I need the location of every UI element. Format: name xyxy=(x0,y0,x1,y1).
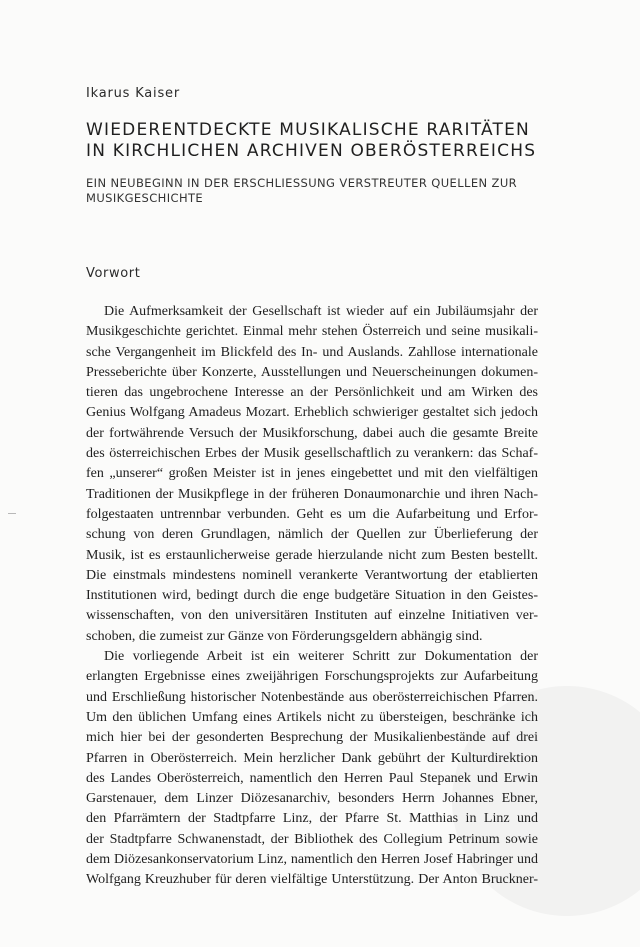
body-line: wissenschaften, von den universitären Instituten auf einzelne Initiativen ver- xyxy=(86,608,538,624)
article-subtitle xyxy=(86,176,566,206)
title-line: WIEDERENTDECKTE MUSIKALISCHE RARITÄTEN xyxy=(86,120,530,140)
body-line: dem Diözesankonservatorium Linz, namentlich den Herren Josef Habringer und xyxy=(86,852,538,868)
body-line: der fortwährende Versuch der Musikforschung, dabei auch die gesamte Breite xyxy=(86,425,538,441)
subtitle-line: MUSIKGESCHICHTE xyxy=(86,191,204,205)
article-title xyxy=(86,120,556,162)
section-heading: Vorwort xyxy=(86,266,141,281)
body-line: Die einstmals mindestens nominell verankerte Verantwortung der etablierten xyxy=(86,567,538,583)
body-line: der Stadtpfarre Schwanenstadt, der Bibliothek des Collegium Petrinum sowie xyxy=(86,831,538,847)
body-text xyxy=(86,302,538,891)
body-line: folgestaaten untrennbar verbunden. Geht es um die Aufarbeitung und Erfor- xyxy=(86,506,538,522)
body-line: tieren das ungebrochene Interesse an der Persönlichkeit und am Wirken des xyxy=(86,385,538,401)
body-line: Musikgeschichte gerichtet. Einmal mehr stehen Österreich und seine musikali- xyxy=(86,324,538,340)
body-line: Musik, ist es erstaunlicherweise gerade hierzulande nicht zum Besten bestellt. xyxy=(86,547,538,563)
body-line: erlangten Ergebnisse eines zweijährigen Forschungsprojekts zur Aufarbeitung xyxy=(86,669,538,685)
subtitle-line: EIN NEUBEGINN IN DER ERSCHLIESSUNG VERSTREUTER QUELLEN ZUR xyxy=(86,176,518,190)
body-line: Die vorliegende Arbeit ist ein weiterer Schritt zur Dokumentation der xyxy=(104,649,538,665)
body-line: Presseberichte über Konzerte, Ausstellungen und Neuerscheinungen dokumen- xyxy=(86,364,538,380)
margin-mark xyxy=(8,513,16,514)
body-line: des Landes Oberösterreich, namentlich den Herren Paul Stepanek und Erwin xyxy=(86,770,538,786)
body-line: Pfarren in Oberösterreich. Mein herzlicher Dank gebührt der Kulturdirektion xyxy=(86,750,538,766)
body-line: des österreichischen Erbes der Musik gesellschaftlich zu verankern: das Schaf- xyxy=(86,446,538,462)
body-line: den Pfarrämtern der Stadtpfarre Linz, der Pfarre St. Matthias in Linz und xyxy=(86,811,538,827)
body-line: Wolfgang Kreuzhuber für deren vielfältige Unterstützung. Der Anton Bruckner- xyxy=(86,872,538,888)
body-line: sche Vergangenheit im Blickfeld des In- und Auslands. Zahllose internationale xyxy=(86,344,538,360)
body-line: mich hier bei der gesonderten Besprechung der Musikalienbestände auf drei xyxy=(86,730,538,746)
title-line: IN KIRCHLICHEN ARCHIVEN OBERÖSTERREICHS xyxy=(86,141,537,161)
body-line: fen „unserer“ großen Meister ist in jenes eingebettet und mit den vielfältigen xyxy=(86,466,538,482)
body-line: Um den üblichen Umfang eines Artikels nicht zu übersteigen, beschränke ich xyxy=(86,709,538,725)
body-line: Die Aufmerksamkeit der Gesellschaft ist wieder auf ein Jubiläumsjahr der xyxy=(104,304,538,319)
body-line: Institutionen wird, bedingt durch die enge budgetäre Situation in den Geistes- xyxy=(86,588,538,604)
author-name: Ikarus Kaiser xyxy=(86,86,180,101)
body-line: Traditionen der Musikpflege in der früheren Donaumonarchie und ihren Nach- xyxy=(86,486,538,502)
body-line: Garstenauer, dem Linzer Diözesanarchiv, besonders Herrn Johannes Ebner, xyxy=(86,791,538,807)
body-line: und Erschließung historischer Notenbestände aus oberösterreichischen Pfarren. xyxy=(86,689,538,705)
body-line: schoben, die zumeist zur Gänze von Förderungsgeldern abhängig sind. xyxy=(86,628,483,644)
body-line: schung von deren Grundlagen, nämlich der Quellen zur Überlieferung der xyxy=(86,527,538,543)
body-line: Genius Wolfgang Amadeus Mozart. Erheblich schwieriger gestaltet sich jedoch xyxy=(86,405,538,421)
